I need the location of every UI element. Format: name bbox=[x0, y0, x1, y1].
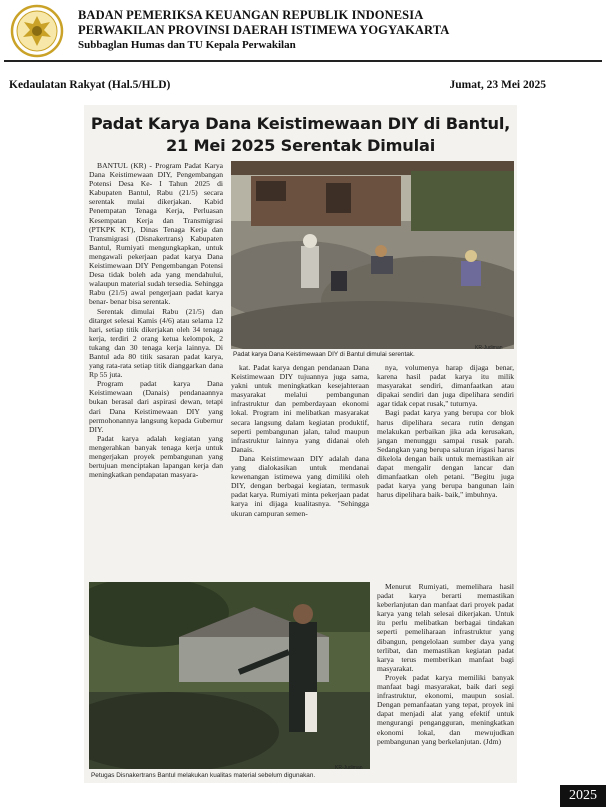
paragraph: nya, volumenya harap dijaga benar, karena hasil padat karya itu milik masyarakat sendiri, dimanfaatkan atau dipakai sendiri dan juga dipelihara sendiri agar tidak cepat rusak," tuturnya. bbox=[377, 363, 514, 409]
photo-officer-inspection bbox=[89, 582, 370, 769]
letterhead bbox=[0, 0, 606, 62]
article-column-1 bbox=[89, 161, 223, 578]
year-badge: 2025 bbox=[560, 785, 606, 807]
paragraph: Bagi padat karya yang berupa cor blok harus dipelihara secara rutin dengan melakukan perbaikan jika ada kerusakan, jangan menunggu sampai rusak parah. Sedangkan yang berupa saluran irigasi harus dikelola dengan baik untuk memastikan air dapat mengalir dengan lancar dan dimanfaatkan oleh petani. "Begitu juga padat karya yang berupa bangunan lain harus dipelihara baik- baik," imbuhnya. bbox=[377, 408, 514, 500]
newspaper-clipping bbox=[84, 105, 517, 783]
photo-workers-site bbox=[231, 161, 514, 349]
paragraph: Serentak dimulai Rabu (21/5) dan ditarget selesai Kamis (4/6) atau selama 12 hari, setiap titik dikerjakan oleh 34 tenaga kerja, terdiri 2 orang ketua kelompok, 2 tukang dan 30 tenaga kerja lainnya. Di Bantul ada 80 titik sasaran padat karya, yang rata-rata setiap titik dianggarkan dana Rp 55 juta. bbox=[89, 306, 223, 380]
article-column-2 bbox=[231, 363, 369, 578]
article-column-3 bbox=[377, 363, 514, 578]
photo2-credit: KR-Judiman bbox=[335, 765, 363, 771]
article-column-4 bbox=[377, 582, 514, 779]
article-headline bbox=[84, 113, 517, 157]
paragraph: Padat karya adalah kegiatan yang mengerahkan banyak tenaga kerja untuk mengerjakan proyek pembangunan yang bertujuan menciptakan lapangan kerja dan meningkatkan pendapatan masyara- bbox=[89, 433, 223, 480]
paragraph: Proyek padat karya memiliki banyak manfaat bagi masyarakat, baik dari segi infrastruktur, ekonomi, maupun sosial. Dengan pemanfaatan yang tepat, proyek ini dapat menjadi alat yang efektif untuk mengurangi pengangguran, meningkatkan ekonomi lokal, dan mewujudkan pembangunan yang berkelanjutan. (Jdm) bbox=[377, 672, 514, 746]
photo1-credit: KR-Judiman bbox=[475, 345, 503, 351]
headline-line2: 21 Mei 2025 Serentak Dimulai bbox=[165, 136, 436, 155]
paragraph: Menurut Rumiyati, memelihara hasil padat karya berarti memastikan keberlanjutan dan manfaat dari proyek padat karya yang telah selesai dikerjakan. Untuk itu perlu melibatkan berbagai tindakan seperti pemeliharaan infrastruktur yang dibangun, pengelolaan sumber daya yang terlibat, dan memastikan kegiatan padat karya terus memberikan manfaat bagi masyarakat. bbox=[377, 582, 514, 673]
headline-line1: Padat Karya Dana Keistimewaan DIY di Bantul, bbox=[90, 114, 511, 133]
org-name-line2: PERWAKILAN PROVINSI DAERAH ISTIMEWA YOGYAKARTA bbox=[78, 23, 450, 37]
photo2-caption: Petugas Disnakertrans Bantul melakukan kualitas material sebelum digunakan. bbox=[91, 772, 316, 779]
paragraph: BANTUL (KR) - Program Padat Karya Dana Keistimewaan DIY, Pengembangan Potensi Desa Ke- I Tahun 2025 di Kabupaten Bantul, Rabu (21/5) secara serentak mulai dikerjakan. Kabid Penempatan Tenaga Kerja, Perluasan Kesempatan Kerja dan Transmigrasi (PTKPK KT), Dinas Tenaga Kerja dan Transmigrasi (Disnakertrans) Kabupaten Bantul, Rumiyati mengungkapkan, untuk mengawali pekerjaan padat karya Dana Keistimewaan DIY Pengembangan Potensi Desa tidak boleh ada yang mendahului, walaupun material sudah tersedia. Sehingga Rabu (21/5) awal pengerjaan padat karya benar- benar bisa serentak. bbox=[89, 161, 223, 307]
org-unit-line: Subbaglan Humas dan TU Kepala Perwakilan bbox=[78, 39, 296, 51]
paragraph: Dana Keistimewaan DIY adalah dana yang dialokasikan untuk mendanai kewenangan istimewa yang dimiliki oleh DIY, dengan berbagai kegiatan, termasuk padat karya. Rumiyati minta pekerjaan padat karya ini dijaga kualitasnya. "Sehingga ukuran campuran semen- bbox=[231, 453, 369, 518]
garuda-emblem-icon bbox=[10, 4, 64, 58]
publication-date: Jumat, 23 Mei 2025 bbox=[449, 79, 546, 91]
photo1-caption: Padat karya Dana Keistimewaan DIY di Bantul dimulai serentak. bbox=[233, 351, 415, 358]
header-divider bbox=[4, 60, 602, 62]
paragraph: Program padat karya Dana Keistimewaan (Danais) pendanaannya bukan berasal dari aspirasi dewan, tetapi dari Dana Keistimewaan DIY yang permohonannya langsung kepada Gubernur DIY. bbox=[89, 379, 223, 434]
org-name-line1: BADAN PEMERIKSA KEUANGAN REPUBLIK INDONESIA bbox=[78, 8, 424, 22]
paragraph: kat. Padat karya dengan pendanaan Dana Keistimewaan DIY tujuannya juga sama, yakni untuk meningkatkan kesejahteraan masyarakat melalui pembangunan infrastruktur dan pemberdayaan ekonomi lokal. Program ini melibatkan masyarakat secara langsung dalam kegiatan produktif, seperti pembangunan jalan, talud maupun infrastruktur lainnya yang didanai oleh Danais. bbox=[231, 363, 369, 454]
source-label: Kedaulatan Rakyat (Hal.5/HLD) bbox=[9, 79, 171, 91]
